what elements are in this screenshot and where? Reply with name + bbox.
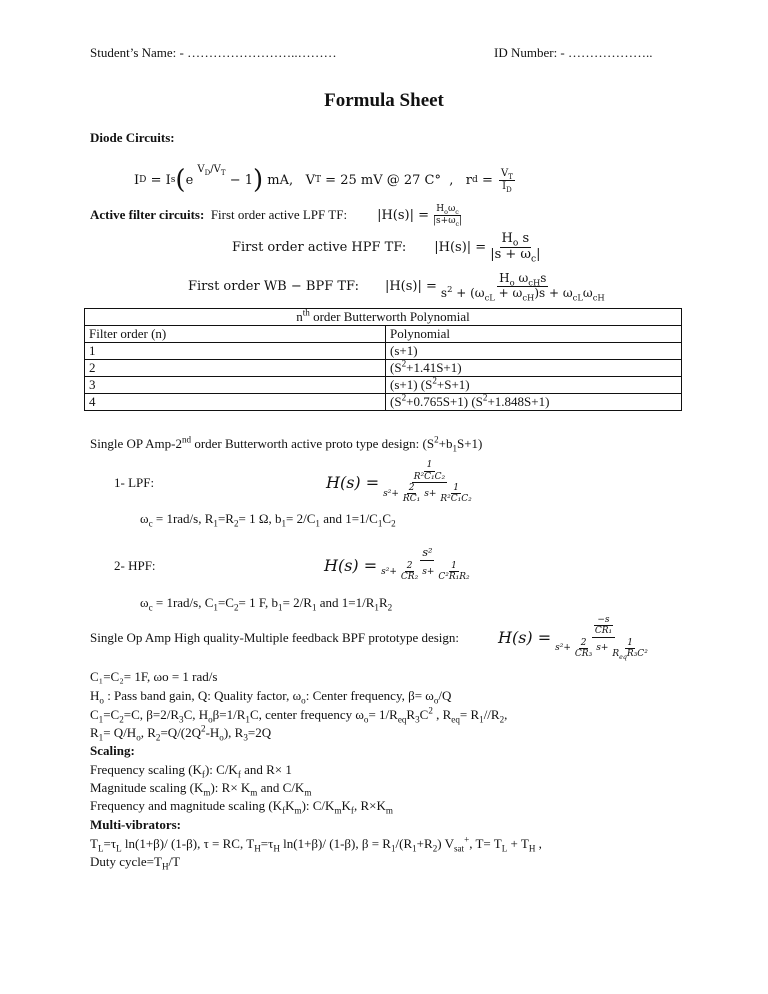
student-name-field: Student’s Name: - ……………………..……… [90, 45, 337, 60]
mfb-label: Single Op Amp High quality-Multiple feedback BPF prototype design: [90, 630, 460, 645]
diode-heading: Diode Circuits: [90, 130, 175, 145]
lpf-params: $\omega_c = 1rad/s$, $R_1=R_2= 1$ Ω, $b_1= 2/C_1$ and $1=1/C_1C_2$ [140, 511, 396, 529]
freq-mag-scaling: Frequency and magnitude scaling $(K_fK_m)$: $C/K_mK_f$, $R\times K_m$ [90, 798, 393, 816]
page-title: Formula Sheet [324, 90, 444, 111]
active-bpf-line: First order WB − BPF TF: |H(s)| = $\frac{H_o \omega_{cH}s}{s^2 + (\omega_{cL} + \omega_{cH})s + \omega_{cL}\omega_{cH}}$ [188, 270, 605, 302]
col-header-order: Filter order (n) [85, 326, 386, 343]
table-row: 1 (s+1) [85, 343, 682, 360]
single-opamp-intro: Single OP Amp-2nd order Butterworth active proto type design: $(S^2+b_1S+1)$ [90, 434, 483, 454]
table-row: 2 $(S^2+1.41S+1)$ [85, 360, 682, 377]
hpf-transfer-function: H(s) = s² s²+ $\frac{2}{\text{CR₂}}$ s+ $\frac{1}{\text{C²R₁R₂}}$ [324, 546, 470, 583]
notes-line-1: C₁=C₂= 1F, ωo = 1 rad/s [90, 669, 218, 684]
lpf-label: First order active LPF TF: [210, 207, 348, 222]
notes-line-4: $R_1= Q/H_o$, $R_2=Q/(2Q^2-H_o)$, $R_3=2Q$ [90, 723, 272, 743]
table-row: 4 $(S^2+0.765S+1)$ $(S^2+1.848S+1)$ [85, 394, 682, 411]
hpf-params: $\omega_c = 1rad/s$, $C_1=C_2= 1$ F, $b_1= 2/R_1$ and $1=1/R_1R_2$ [140, 595, 393, 613]
multivibrators-formula: $T_L=\tau_L$ ln(1+β)/ (1-β), τ = RC, $T_H=\tau_H$ ln(1+β)/ (1-β), $\beta = R_1/(R_1+R_2)$ $V_{sat}^+$, $T= T_L + T_H$ , [90, 834, 542, 854]
magnitude-scaling: Magnitude scaling $(K_m)$: $R\times K_m$ and $C/K_m$ [90, 780, 312, 798]
table-header-row [85, 326, 682, 343]
diode-equation: I D = I s ( e $^{V_D/V_T}$ − 1 ) mA, V T = 25 mV @ 27 C° , r d = $\frac{V_T}{I_D}$ [134, 163, 513, 195]
notes-line-3: $C_1=C_2=C$, $\beta=2/R_3C$, $H_o\beta=1/R_1C$, center frequency $\omega_o= 1/R_{eq}R_3C^2$ , $R_{eq}= R_1//R_2$, [90, 705, 508, 725]
col-header-polynomial: Polynomial [386, 326, 682, 343]
frequency-scaling: Frequency scaling $(K_f)$: $C/K_f$ and R× 1 [90, 762, 292, 780]
scaling-heading: Scaling: [90, 743, 135, 758]
hpf-item-label: 2- HPF: [114, 558, 156, 573]
butterworth-table [84, 308, 682, 411]
table-title-row: $n^{th}$ order Butterworth Polynomial [85, 309, 682, 326]
lpf-item-label: 1- LPF: [114, 475, 155, 490]
table-row: 3 (s+1) $(S^2+S+1)$ [85, 377, 682, 394]
active-lpf-line: Active filter circuits: First order active LPF TF: |H(s)| = $\frac{H_o\omega_c}{|s+\omega_c|}$ [90, 204, 463, 228]
duty-cycle: Duty $cycle=T_H/T$ [90, 854, 181, 872]
mfb-transfer-function: H(s) = −s CR₁ s²+ $\frac{2}{\text{CR₃}}$ s+ $\frac{1}{R_{eq}R_3C^2}$ [498, 614, 648, 661]
active-hpf-line: First order active HPF TF: |H(s)| = $\frac{H_o s}{|s + \omega_c|}$ [232, 230, 541, 265]
id-number-field: ID Number: - ……………….. [494, 45, 653, 60]
notes-line-2: $H_o$ : Pass band gain, Q: Quality factor, $\omega_o$: Center frequency, $\beta= \omega_o/Q$ [90, 688, 452, 706]
lpf-transfer-function: H(s) = 1 R²C₁C₂ s²+ $\frac{2}{\text{RC₁}}$ s+ $\frac{1}{\text{R²C₁C₂}}$ [326, 460, 472, 505]
multivibrators-heading: Multi-vibrators: [90, 817, 181, 832]
